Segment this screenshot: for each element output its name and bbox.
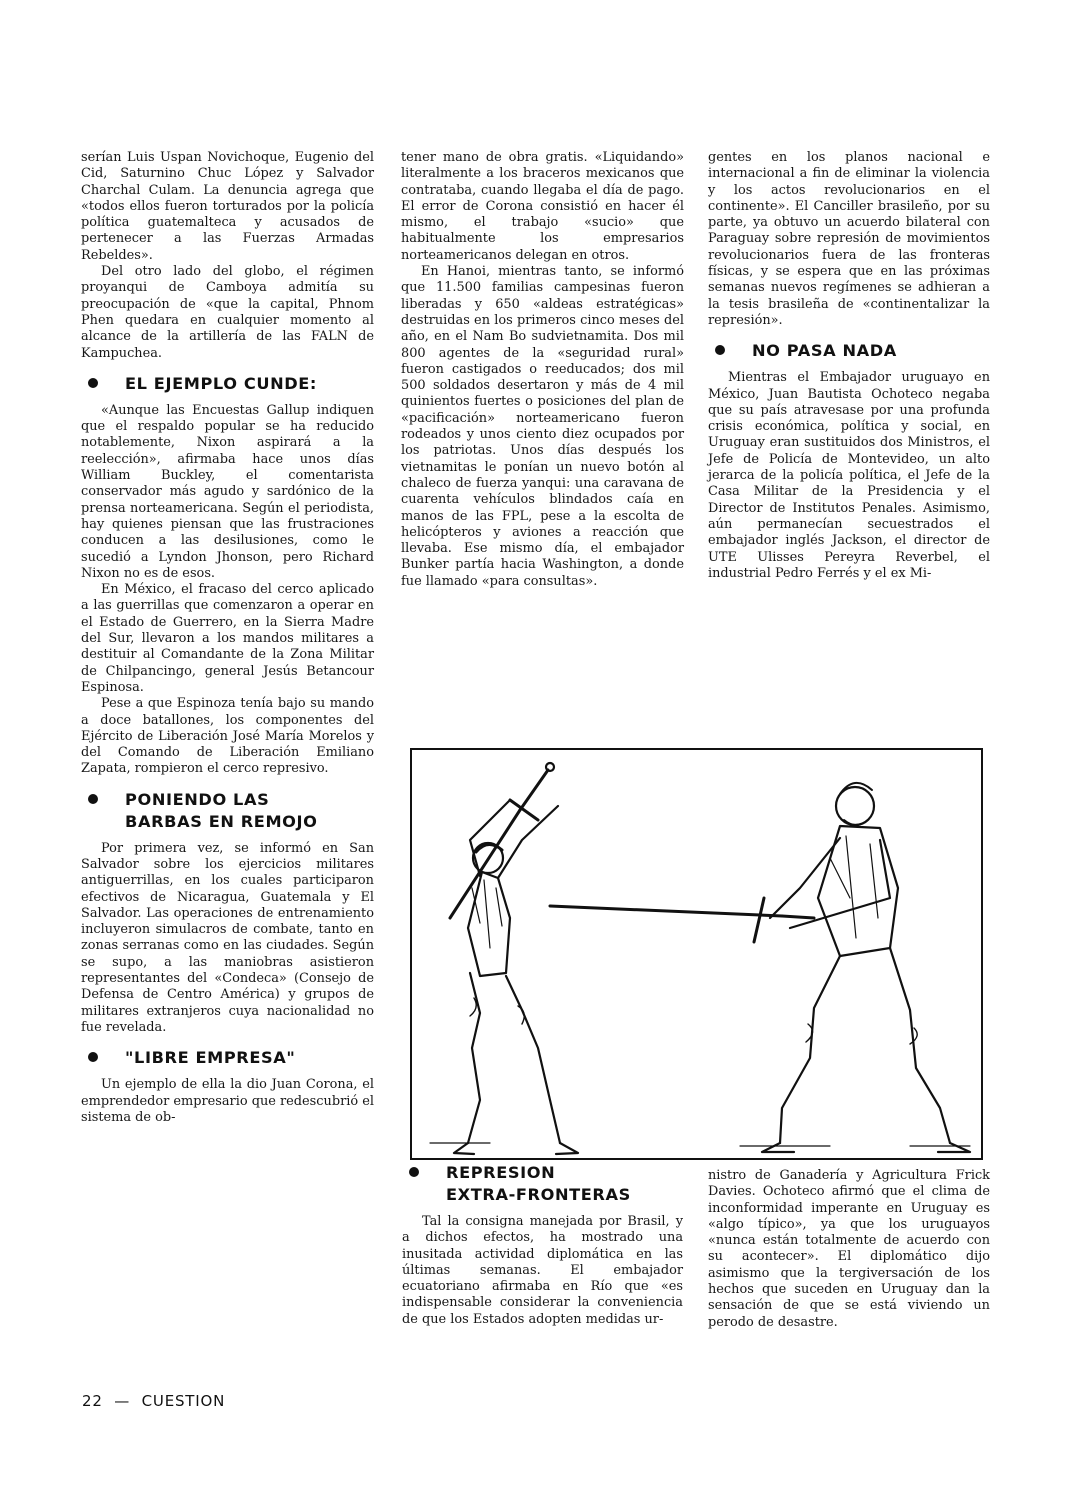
bullet-icon: [715, 345, 725, 355]
section-heading-no-pasa-nada: NO PASA NADA: [708, 340, 990, 362]
footer-dash: —: [114, 1392, 131, 1410]
column-1: [81, 150, 374, 1126]
paragraph: «Aunque las Encuestas Gallup indiquen que el respaldo popular se ha reducido notablemente, Nixon aspirará a la reelección», afirmaba hace unos días William Buckley, el comentarista conservador más agudo y sardónico de la prensa norteamericana. Según el periodista, hay quienes piensan que las frustraciones conducen a las desilusiones, como le sucedió a Lyndon Jhonson, pero Richard Nixon no es de esos.: [81, 402, 374, 581]
paragraph: Por primera vez, se informó en San Salvador sobre los ejercicios militares antiguerrillas, en los cuales participaron efectivos de Nicaragua, Guatemala y El Salvador. Las operaciones de entrenamiento incluyeron simulacros de combate, tanto en zonas serranas como en las ciudades. Según se supo, a las maniobras asistieron representantes del «Condeca» (Consejo de Defensa de Centro América) y grupos de militares extranjeros cuya nacionalidad no fue revelada.: [81, 840, 374, 1035]
paragraph: Mientras el Embajador uruguayo en México, Juan Bautista Ochoteco negaba que su país atravesase por una profunda crisis económica, política y social, en Uruguay eran sustituidos dos Ministros, el Jefe de Policía de Montevideo, un alto jerarca de la policía política, el Jefe de la Casa Militar de la Presidencia y el Director de Institutos Penales. Asimismo, aún permanecían secuestrados el embajador inglés Jackson, el director de UTE Ulisses Pereyra Reverbel, el industrial Pedro Ferrés y el ex Mi-: [708, 370, 990, 581]
paragraph: Un ejemplo de ella la dio Juan Corona, el emprendedor empresario que redescubrió el sistema de ob-: [81, 1077, 374, 1125]
page-footer: [82, 1392, 225, 1410]
sword-fighters-illustration: [410, 748, 983, 1160]
bullet-icon: [409, 1167, 419, 1177]
bullet-icon: [88, 794, 98, 804]
paragraph: En Hanoi, mientras tanto, se informó que 11.500 familias campesinas fueron liberadas y 650 «aldeas estratégicas» destruidas en los primeros cinco meses del año, en el Nam Bo sudvietnamita. Dos mil 800 agentes de la «seguridad rural» fueron castigados o reeducados; dos mil 500 soldados desertaron y más de 4 mil quinientos fuertes o posiciones del plan de «pacificación» norteamericano fueron rodeados y unos ciento diez ocupados por los patriotas. Unos días después los vietnamitas le ponían un nuevo botón al chaleco de fuerza yanqui: una caravana de cuarenta vehículos blindados caía en manos de las FPL, pese a la escolta de helicópteros y aviones a reacción que llevaba. Ese mismo día, el embajador Bunker partía hacia Washington, a donde fue llamado «para consultas».: [401, 264, 684, 589]
paragraph: gentes en los planos nacional e internacional a fin de eliminar la violencia y los actos revolucionarios en el continente». El Canciller brasileño, por su parte, ya obtuvo un acuerdo bilateral con Paraguay sobre represión de movimientos revolucionarios fuera de las fronteras físicas, y se espera que en las próximas semanas nuevos regímenes se adhieran a la tesis brasileña de «continentalizar la represión».: [708, 150, 990, 328]
paragraph: Del otro lado del globo, el régimen proyanqui de Camboya admitía su preocupación de «que la capital, Phnom Phen quedara en cualquier momento al alcance de la artillería de las FALN de Kampuchea.: [81, 264, 374, 361]
section-heading-ejemplo-cunde: EL EJEMPLO CUNDE:: [81, 373, 374, 395]
page-number: 22: [82, 1392, 103, 1410]
paragraph: Tal la consigna manejada por Brasil, y a dichos efectos, ha mostrado una inusitada actividad diplomática en las últimas semanas. El embajador ecuatoriano afirmaba en Río que «es indispensable considerar la conveniencia de que los Estados adopten medidas ur-: [402, 1214, 683, 1327]
section-heading-libre-empresa: "LIBRE EMPRESA": [81, 1047, 374, 1069]
column-2: [401, 150, 684, 590]
paragraph: tener mano de obra gratis. «Liquidando» literalmente a los braceros mexicanos que contrataba, cuando llegaba el día de pago. El error de Corona consistió en hacer él mismo, el trabajo «sucio» que habitualmente los empresarios norteamericanos delegan en otros.: [401, 150, 684, 263]
paragraph: Pese a que Espinoza tenía bajo su mando a doce batallones, los componentes del Ejército de Liberación José María Morelos y del Comando de Liberación Emiliano Zapata, rompieron el cerco represivo.: [81, 696, 374, 777]
column-4: [402, 1162, 683, 1328]
paragraph: nistro de Ganadería y Agricultura Frick Davies. Ochoteco afirmó que el clima de inconformidad imperante en Uruguay es «algo típico», ya que los uruguayos «nunca están totalmente de acuerdo con su acontecer». El diplomático dijo asimismo que la tergiversación de los hechos que suceden en Uruguay dan la sensación de que se está viviendo un perodo de desastre.: [708, 1168, 990, 1330]
column-3: [708, 150, 990, 582]
column-5: [708, 1168, 990, 1331]
bullet-icon: [88, 1052, 98, 1062]
paragraph: En México, el fracaso del cerco aplicado a las guerrillas que comenzaron a operar en el Estado de Guerrero, en la Sierra Madre del Sur, llevaron a los mandos militares a destituir al Comandante de la Zona Militar de Chilpancingo, general Jesús Betancour Espinosa.: [81, 582, 374, 695]
section-heading-represion-extra-fronteras: REPRESION EXTRA-FRONTERAS: [402, 1162, 683, 1206]
section-heading-barbas-en-remojo: PONIENDO LAS BARBAS EN REMOJO: [81, 789, 374, 833]
paragraph: serían Luis Uspan Novichoque, Eugenio del Cid, Saturnino Chuc López y Salvador Charchal Culam. La denuncia agrega que «todos ellos fueron torturados por la policía política guatemalteca y acusados de pertenecer a las Fuerzas Armadas Rebeldes».: [81, 150, 374, 263]
magazine-name: CUESTION: [141, 1392, 226, 1410]
bullet-icon: [88, 378, 98, 388]
